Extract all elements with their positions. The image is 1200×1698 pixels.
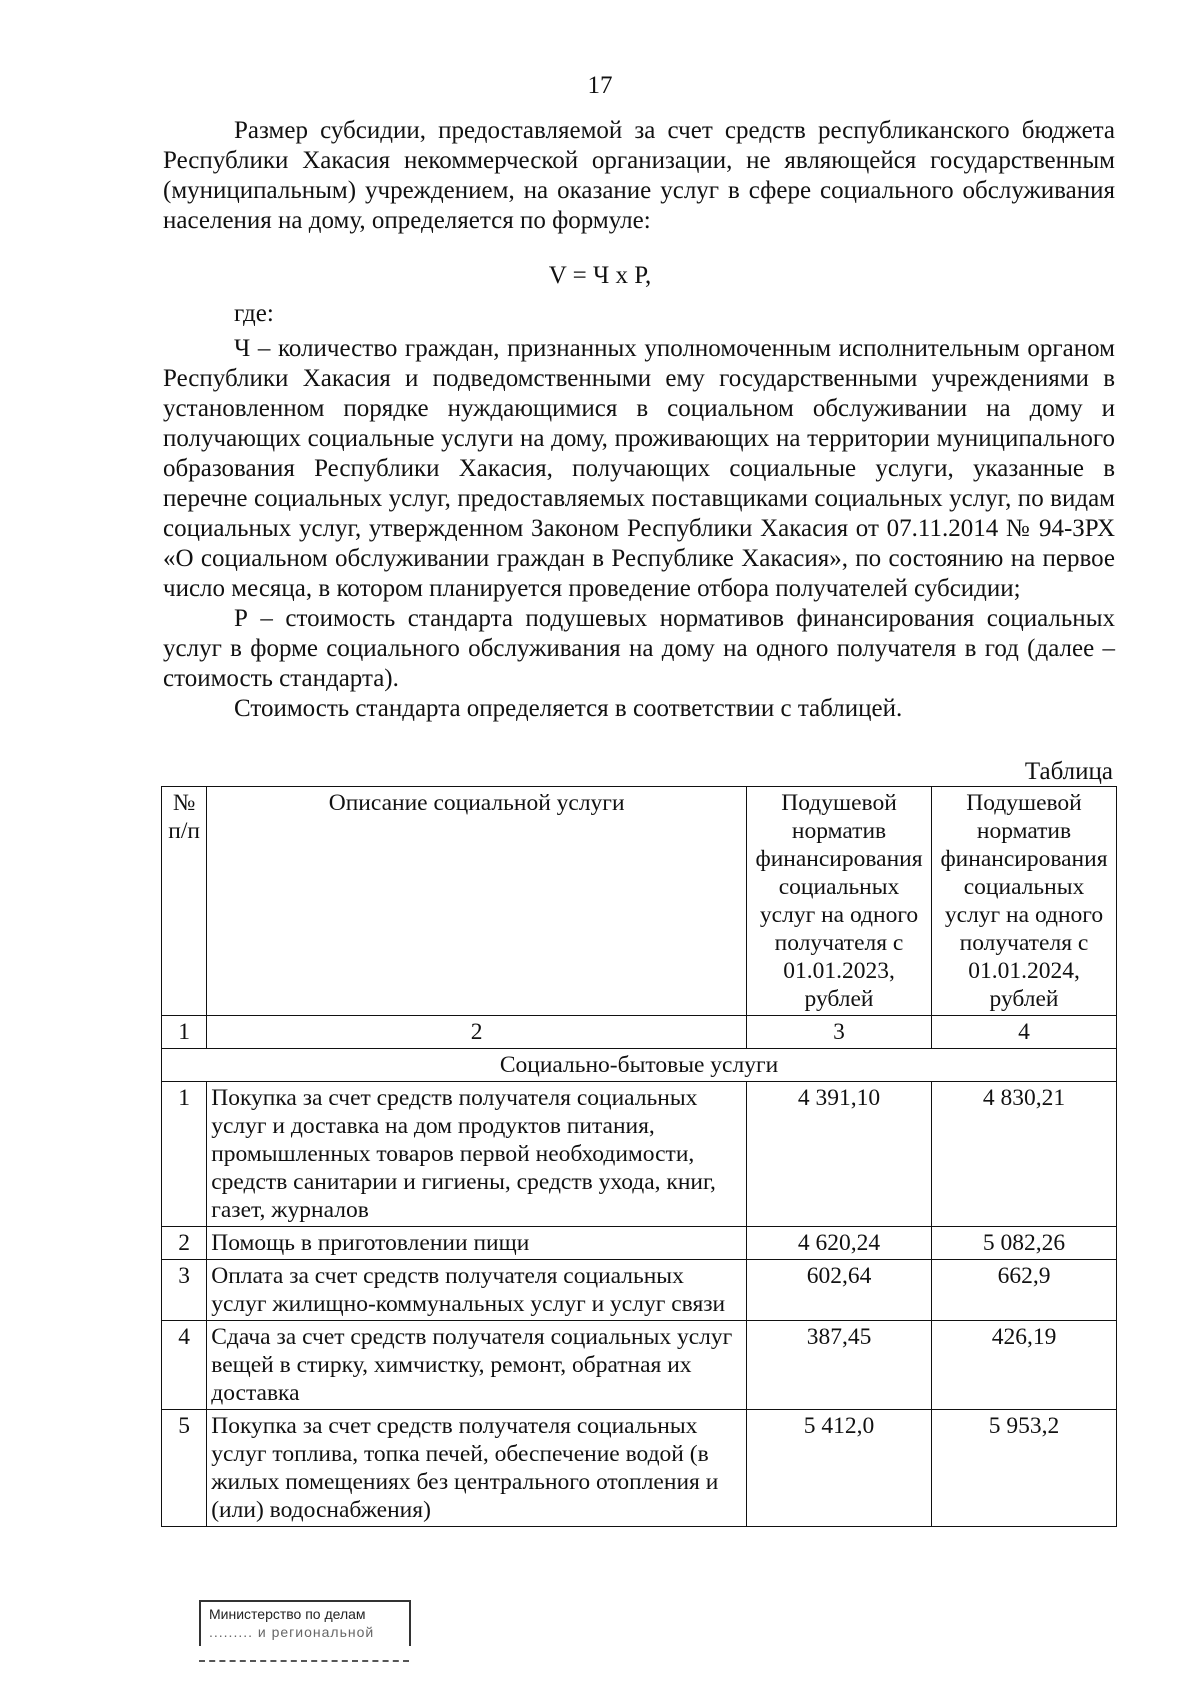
row-value-2024: 5 953,2	[932, 1410, 1117, 1527]
row-num: 2	[162, 1227, 207, 1260]
row-desc: Сдача за счет средств получателя социальных услуг вещей в стирку, химчистку, ремонт, обратная их доставка	[207, 1321, 747, 1410]
row-value-2023: 387,45	[747, 1321, 932, 1410]
row-value-2024: 4 830,21	[932, 1082, 1117, 1227]
index-cell: 3	[747, 1016, 932, 1049]
row-value-2023: 4 391,10	[747, 1082, 932, 1227]
table-caption: Таблица	[1024, 758, 1113, 785]
row-desc: Покупка за счет средств получателя социальных услуг и доставка на дом продуктов питания, промышленных товаров первой необходимости, средств санитарии и гигиены, средств ухода, книг, газет, журналов	[207, 1082, 747, 1227]
table-row	[162, 1410, 1117, 1527]
definition-ch: Ч – количество граждан, признанных уполномоченным исполнительным органом Республики Хакасия и подведомственными ему государственными учреждениями в установленном порядке нуждающимися в социальном обслуживании на дому и получающих социальные услуги на дому, проживающих на территории муниципального образования Республики Хакасия, получающих социальные услуги, указанные в перечне социальных услуг, предоставляемых поставщиками социальных услуг, по видам социальных услуг, утвержденном Законом Республики Хакасия от 07.11.2014 № 94-ЗРХ «О социальном обслуживании граждан в Республике Хакасия», по состоянию на первое число месяца, в котором планируется проведение отбора получателей субсидии;	[163, 335, 1115, 602]
table-row	[162, 1227, 1117, 1260]
formula: V = Ч х Р,	[548, 262, 652, 289]
table-header-row	[162, 787, 1117, 1016]
definitions-block	[163, 334, 1115, 724]
stamp-underline	[199, 1660, 409, 1662]
row-num: 4	[162, 1321, 207, 1410]
page-number: 17	[587, 72, 613, 99]
stamp-line-1: Министерство по делам	[209, 1606, 366, 1622]
intro-paragraph-block	[163, 116, 1115, 236]
table-intro: Стоимость стандарта определяется в соответствии с таблицей.	[234, 695, 903, 722]
cost-standard-table	[161, 786, 1117, 1527]
row-num: 3	[162, 1260, 207, 1321]
index-cell: 2	[207, 1016, 747, 1049]
header-num: № п/п	[162, 787, 207, 1016]
row-num: 5	[162, 1410, 207, 1527]
stamp-line-2: ......... и региональной	[209, 1624, 375, 1640]
where-label: где:	[234, 300, 274, 327]
table-row	[162, 1082, 1117, 1227]
row-desc: Помощь в приготовлении пищи	[207, 1227, 747, 1260]
row-value-2024: 662,9	[932, 1260, 1117, 1321]
column-index-row	[162, 1016, 1117, 1049]
row-value-2023: 4 620,24	[747, 1227, 932, 1260]
table-row	[162, 1321, 1117, 1410]
section-title: Социально-бытовые услуги	[162, 1049, 1117, 1082]
row-num: 1	[162, 1082, 207, 1227]
row-desc: Покупка за счет средств получателя социальных услуг топлива, топка печей, обеспечение водой (в жилых помещениях без центрального отопления и (или) водоснабжения)	[207, 1410, 747, 1527]
ministry-stamp	[199, 1600, 411, 1646]
definition-p: Р – стоимость стандарта подушевых нормативов финансирования социальных услуг в форме социального обслуживания на дому на одного получателя в год (далее – стоимость стандарта).	[163, 605, 1115, 692]
header-2023: Подушевой норматив финансирования социальных услуг на одного получателя с 01.01.2023, рублей	[747, 787, 932, 1016]
index-cell: 1	[162, 1016, 207, 1049]
table-row	[162, 1260, 1117, 1321]
header-desc: Описание социальной услуги	[207, 787, 747, 1016]
intro-paragraph: Размер субсидии, предоставляемой за счет средств республиканского бюджета Республики Хакасия некоммерческой организации, не являющейся государственным (муниципальным) учреждением, на оказание услуг в сфере социального обслуживания населения на дому, определяется по формуле:	[163, 117, 1115, 234]
row-value-2023: 5 412,0	[747, 1410, 932, 1527]
section-row	[162, 1049, 1117, 1082]
row-value-2024: 5 082,26	[932, 1227, 1117, 1260]
header-2024: Подушевой норматив финансирования социальных услуг на одного получателя с 01.01.2024, рублей	[932, 787, 1117, 1016]
row-desc: Оплата за счет средств получателя социальных услуг жилищно-коммунальных услуг и услуг связи	[207, 1260, 747, 1321]
row-value-2023: 602,64	[747, 1260, 932, 1321]
index-cell: 4	[932, 1016, 1117, 1049]
row-value-2024: 426,19	[932, 1321, 1117, 1410]
